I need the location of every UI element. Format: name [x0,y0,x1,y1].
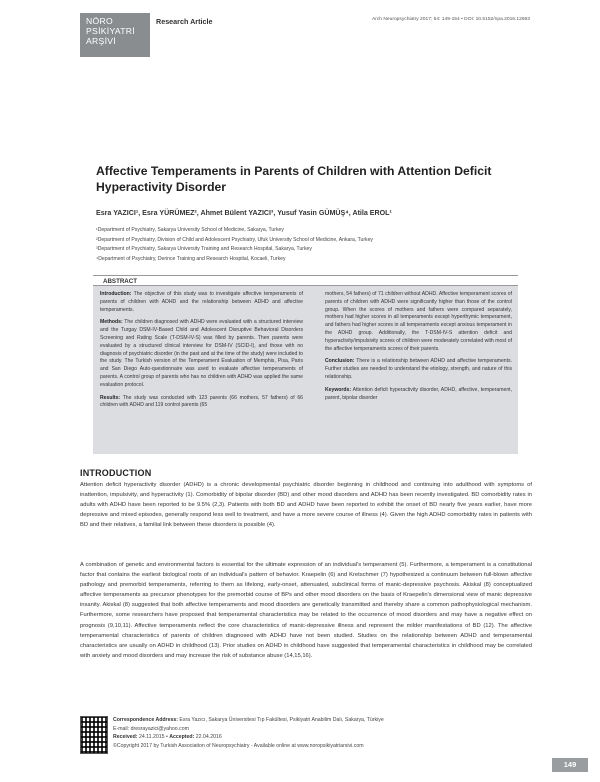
abstract-conclusion-label: Conclusion: [325,358,355,365]
accepted-label: Accepted: [169,734,195,741]
correspondence-address [113,716,533,725]
abstract-methods-text: The children diagnosed with ADHD were evaluated with a structured interview and the Turgay DSM-IV-Based Child and Adolescent Disruptive Behavioral Disorders Screening and Rating Scale (T-DSM-IV-S) was filled by parents. Then parents were evaluated by a structured clinical interview for DSM-IV (SCID-I), and those with no diagnosis of psychiatric disorder (in the past and at the time of the study) were included to the study. The Turkish version of the Temperament Evaluation of Memphis, Pisa, Paris and San Diego Auto-questionnaire was used to evaluate affective temperaments of parents. A control group of parents who has no children with ADHD was applied the same evaluation protocol. [100,319,303,388]
dates-line [113,733,533,742]
introduction-paragraph-1: Attention deficit hyperactivity disorder (ADHD) is a chronic developmental psychiatric disorder beginning in childhood and continuing into adulthood with symptoms of inattention, impulsivity, and hyperactivity (1). Comorbidity of bipolar disorder (BD) and other mood disorders and ADHD has been recently investigated. BD comorbidity rates in adults with ADHD have been reported to be 9.5% (2,3). Patients with both BD and ADHD have been reported to exhibit the onset of BD nearly five years earlier, have more depressive and mixed episodes, generally respond less well to treatment, and have a more severe course of illness (4). Given the high ADHD comorbidity rates in patients with BD and their relatives, a familial link between these disorders is possible (4). [80,482,532,529]
introduction-paragraph-2: A combination of genetic and environmental factors is essential for the ultimate expression of an individual's temperament (5). Furthermore, a temperament is a constitutional factor that contains the earliest biological roots of an individual's pattern of behavior. Kraepelin (6) and Kretschmer (7) hypothesized a continuum between full-blown affective pathology and premorbid temperaments, referring to them as lifelong, early-onset, attenuated, subclinical forms of manic-depressive psychosis. Akiskal (8) conceptualized affective temperaments as precursor phenotypes for the premorbid course of BPs and other mood disorders on the basis of Kraepelin's dimensional view of manic depressive insanity. Akiskal (8) suggested that both affective temperaments and mood disorders are genetically transmitted and thereby share a common pathophysiological mechanism. Furthermore, some researchers have proposed that temperamental characteristics may be related to the occurrence of mood disorders and may have a negative effect on prognosis (9,10,11). Affective temperaments reflect the core characteristics of manic-depressive illness and represent the milder manifestations of BD (12). The affective temperamental characteristics of parents of children diagnosed with ADHD have not been studied. Studies on the relationship between ADHD and temperamental characteristics are usually on ADHD in childhood (13). Prior studies on ADHD in childhood have suggested that temperamental characteristics in childhood may be correlated with anxiety and mood disorders and may increase the risk of substance abuse (14,15,16). [80,562,532,659]
affiliation-4: ⁴Department of Psychiatry, Derince Training and Research Hospital, Kocaeli, Turkey [96,255,286,262]
abstract-conclusion-text: There is a relationship between ADHD and affective temperaments. Further studies are needed to understand the etiology, strength, and nature of this relationship. [325,358,512,380]
abstract-keywords [325,387,512,403]
abstract-intro-label: Introduction: [100,291,132,297]
abstract-right-column [325,291,512,407]
abstract-results-text: The study was conducted with 123 parents (66 mothers, 57 fathers) of 66 children with ADHD and 119 control parents (65 [100,394,303,409]
abstract-box [93,286,518,454]
affiliation-3: ³Department of Psychiatry, Sakarya University Training and Research Hospital, Sakarya, Turkey [96,246,312,252]
abstract-intro-text: The objective of this study was to investigate affective temperaments of parents of children with ADHD and the relationship between ADHD and affective temperaments. [100,291,303,313]
affiliation-2: ²Department of Psychiatry, Division of Child and Adolescent Psychiatry, Ufuk University School of Medicine, Ankara, Turkey [96,236,373,243]
journal-reference: Arch Neuropsychiatry 2017; 54: 149-154 • DOI: 10.5152/npa.2016.12693 [371,17,530,22]
affiliations [96,226,516,264]
abstract-left-column [100,291,303,415]
logo-line-1: NÖRO [86,16,113,26]
correspondence-label: Correspondence Address: [113,717,178,723]
abstract-conclusion [325,358,512,381]
abstract-results-label: Results: [100,394,121,401]
qr-code [80,716,108,754]
page-number: 149 [552,758,588,772]
article-title: Affective Temperaments in Parents of Children with Attention Deficit Hyperactivity Disorder [96,164,492,194]
abstract-keywords-text: Attention deficit hyperactivity disorder, ADHD, affective, temperament, parent, bipolar disorder [325,386,512,401]
abstract-methods [100,319,303,389]
affiliation-1: ¹Department of Psychiatry, Sakarya University School of Medicine, Sakarya, Turkey [96,227,284,233]
correspondence-text: Esra Yazıcı, Sakarya Üniversitesi Tıp Fakültesi, Psikiyatri Anabilim Dalı, Sakarya, Türkiye [177,717,384,723]
abstract-introduction [100,291,303,314]
abstract-methods-label: Methods: [100,319,123,326]
abstract-results [100,395,303,411]
article-type: Research Article [156,17,213,26]
correspondence-block [113,716,533,750]
abstract-keywords-label: Keywords: [325,386,352,393]
introduction-heading: INTRODUCTION [80,468,152,478]
accepted-date: 22.04.2016 [194,734,222,741]
abstract-results-continued: mothers, 54 fathers) of 71 children without ADHD. Affective temperament scores of parents of children with ADHD were significantly higher than those of the control group. When the scores of mothers and fathers were compared separately, mothers had higher scores in all temperaments except hyperthymic temperament, and fathers had higher scores in all temperaments except anxious temperament in the ADHD group. Additionally, the T-DSM-IV-S attention deficit and hyperactivity/impulsivity scores of children were moderately correlated with most of the affective temperaments scores of their parents. [325,291,512,352]
copyright-line: ©Copyright 2017 by Turkish Association of Neuropsychiatry - Available online at www.noropsikiyatriarsivi.com [113,742,364,749]
author-list: Esra YAZICI¹, Esra YÜRÜMEZ², Ahmet Bülent YAZICI³, Yusuf Yasin GÜMÜŞ⁴, Atila EROL¹ [96,209,392,217]
logo-line-3: ARŞİVİ [86,36,116,46]
received-date: 24.11.2015 • [137,734,170,741]
abstract-heading: ABSTRACT [93,275,518,286]
email-line: E-mail: dresrayazici@yahoo.com [113,725,189,732]
logo-line-2: PSİKİYATRİ [86,26,136,36]
journal-logo [80,13,150,57]
received-label: Received: [113,734,138,741]
